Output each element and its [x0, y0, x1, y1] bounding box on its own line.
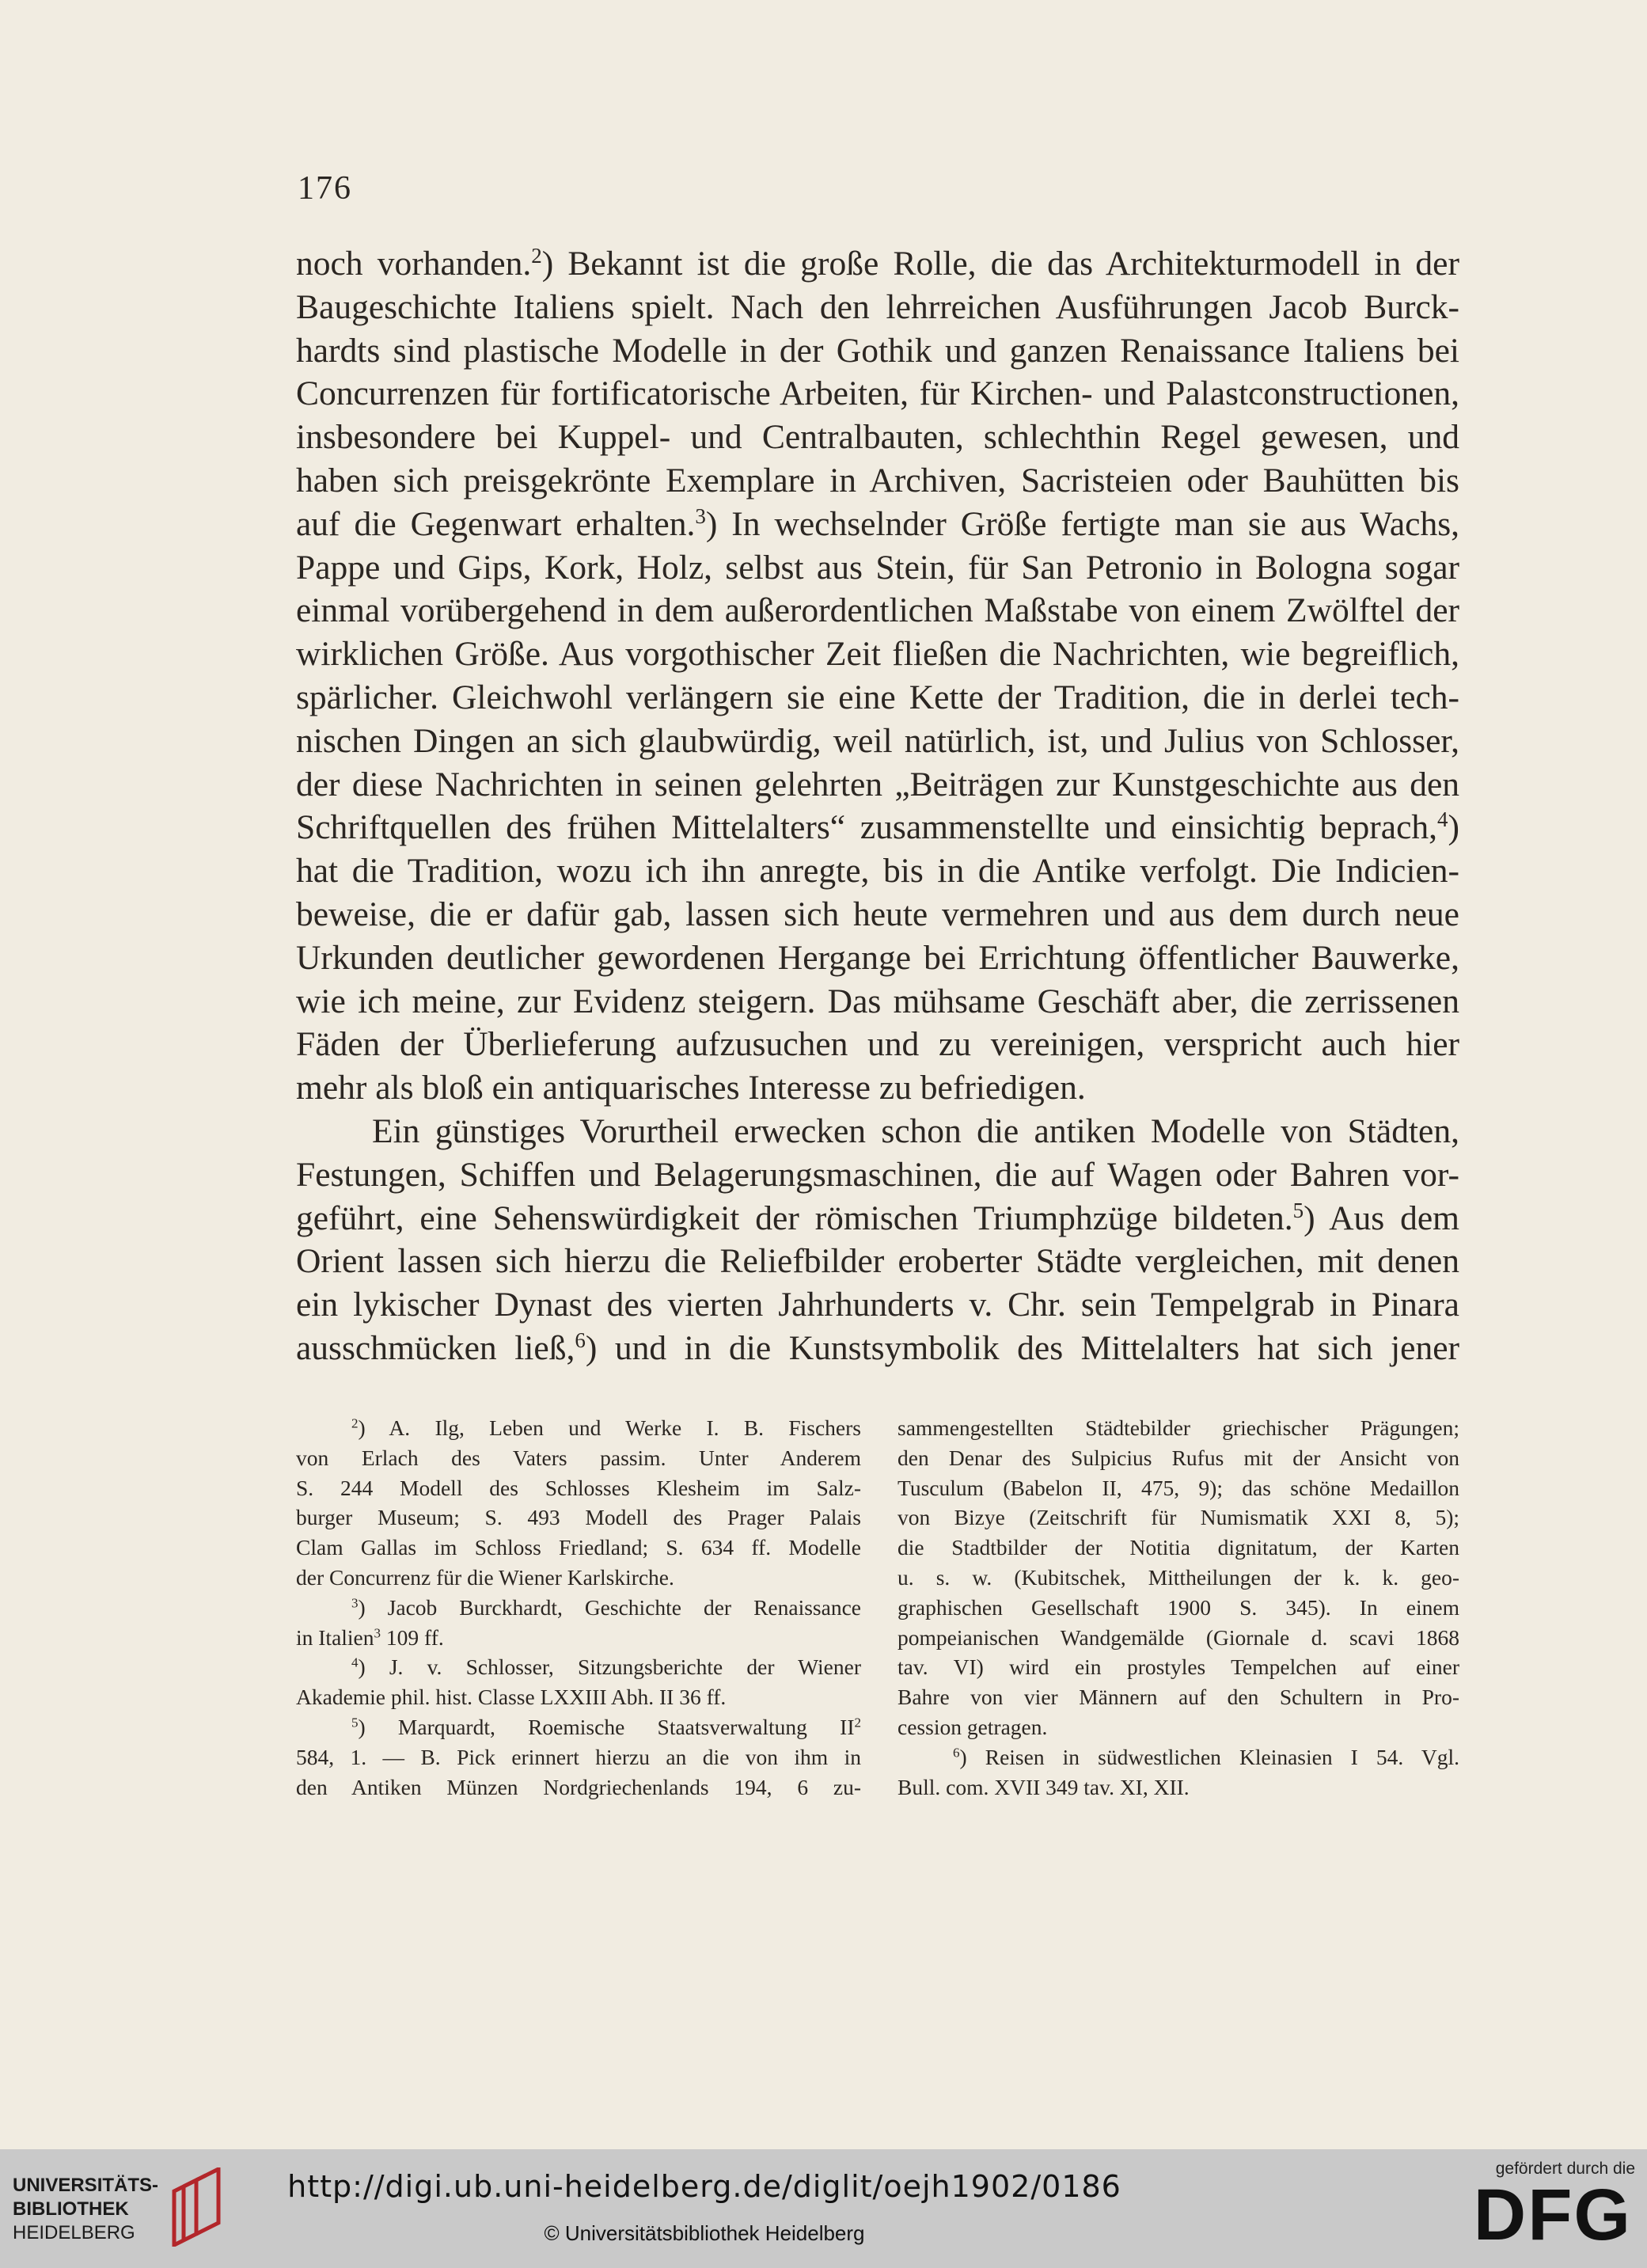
body-text-line: Pappe und Gips, Kork, Holz, selbst aus Stein, für San Petronio in Bologna sogar	[296, 548, 1459, 587]
body-text-line: ausschmücken ließ,$^6$) und in die Kunstsymbolik des Mittelalters hat sich jener	[296, 1328, 1459, 1367]
body-text-line: Schriftquellen des frühen Mittelalters“ zusammenstellte und einsichtig beprach,$^4$)	[296, 807, 1459, 847]
footnote-line: $^5$) Marquardt, Roemische Staatsverwaltung $II^2$	[351, 1714, 861, 1739]
viewer-footer-bar	[0, 2149, 1647, 2268]
footnote-line: cession getragen.	[898, 1714, 1048, 1739]
body-text-line: Ein günstiges Vorurtheil erwecken schon die antiken Modelle von Städten,	[372, 1111, 1459, 1150]
logo-line-3: HEIDELBERG	[13, 2222, 135, 2243]
body-text-line: insbesondere bei Kuppel- und Centralbauten, schlechthin Regel gewesen, und	[296, 418, 1459, 457]
dfg-caption: gefördert durch die	[1495, 2160, 1635, 2178]
footnote-line: von Bizye (Zeitschrift für Numismatik XXI 8, 5);	[898, 1505, 1459, 1530]
logo-line-1: UNIVERSITÄTS-	[13, 2175, 159, 2196]
dfg-logo[interactable]: DFG	[1473, 2175, 1632, 2255]
body-text-line: Fäden der Überlieferung aufzusuchen und zu vereinigen, verspricht auch hier	[296, 1025, 1459, 1064]
body-text-line: ein lykischer Dynast des vierten Jahrhunderts v. Chr. sein Tempelgrab in Pinara	[296, 1286, 1459, 1324]
body-text-line: auf die Gegenwart erhalten.$^3$) In wechselnder Größe fertigte man sie aus Wachs,	[296, 503, 1459, 543]
body-text-line: der diese Nachrichten in seinen gelehrten „Beiträgen zur Kunstgeschichte aus den	[296, 765, 1459, 803]
footnote-line: der Concurrenz für die Wiener Karlskirche.	[296, 1564, 674, 1590]
footnote-line: $^4$) J. v. Schlosser, Sitzungsberichte der Wiener	[351, 1654, 861, 1680]
footnote-line: Clam Gallas im Schloss Friedland; S. 634 ff. Modelle	[296, 1535, 861, 1560]
footnote-line: $^6$) Reisen in südwestlichen Kleinasien I 54. Vgl.	[953, 1744, 1459, 1769]
footnote-line: $^2$) A. Ilg, Leben und Werke I. B. Fischers	[351, 1415, 861, 1440]
body-text-line: beweise, die er dafür gab, lassen sich heute vermehren und aus dem durch neue	[296, 895, 1459, 933]
footnotes-left-column	[296, 1413, 861, 1802]
body-text	[296, 242, 1459, 1370]
university-library-logo[interactable]	[13, 2174, 158, 2245]
footnote-line: graphischen Gesellschaft 1900 S. 345). In einem	[898, 1594, 1459, 1620]
body-text-line: Festungen, Schiffen und Belagerungsmaschinen, die auf Wagen oder Bahren vor-	[296, 1155, 1459, 1194]
body-text-line: wirklichen Größe. Aus vorgothischer Zeit fließen die Nachrichten, wie begreiflich,	[296, 635, 1459, 674]
footnote-line: Bahre von vier Männern auf den Schultern in Pro-	[898, 1685, 1459, 1710]
body-text-line: hat die Tradition, wozu ich ihn anregte, bis in die Antike verfolgt. Die Indicien-	[296, 852, 1459, 891]
footnote-line: tav. VI) wird ein prostyles Tempelchen auf einer	[898, 1654, 1459, 1680]
body-text-line: einmal vorübergehend in dem außerordentlichen Maßstabe von einem Zwölftel der	[296, 591, 1459, 630]
footnote-line: pompeianischen Wandgemälde (Giornale d. scavi 1868	[898, 1624, 1459, 1650]
body-text-line: Concurrenzen für fortificatorische Arbeiten, für Kirchen- und Palastconstructionen,	[296, 374, 1459, 413]
body-text-line: Urkunden deutlicher gewordenen Hergange bei Errichtung öffentlicher Bauwerke,	[296, 938, 1459, 977]
footnote-line: den Denar des Sulpicius Rufus mit der Ansicht von	[898, 1445, 1459, 1470]
body-text-line: wie ich meine, zur Evidenz steigern. Das mühsame Geschäft aber, die zerrissenen	[296, 982, 1459, 1020]
footnote-line: in Italien$^3$ 109 ff.	[296, 1624, 444, 1650]
footnote-line: burger Museum; S. 493 Modell des Prager Palais	[296, 1505, 861, 1530]
body-text-line: haben sich preisgekrönte Exemplare in Archiven, Sacristeien oder Bauhütten bis	[296, 461, 1459, 500]
university-library-mark-icon	[163, 2167, 230, 2247]
footnote-line: den Antiken Münzen Nordgriechenlands 194, 6 zu-	[296, 1774, 861, 1799]
body-text-line: geführt, eine Sehenswürdigkeit der römischen Triumphzüge bildeten.$^5$) Aus dem	[296, 1198, 1459, 1237]
footnote-line: von Erlach des Vaters passim. Unter Anderem	[296, 1445, 861, 1470]
body-text-line: noch vorhanden.$^2$) Bekannt ist die große Rolle, die das Architekturmodell in der	[296, 244, 1459, 283]
footnote-line: u. s. w. (Kubitschek, Mittheilungen der k. k. geo-	[898, 1564, 1459, 1590]
footnote-line: Tusculum (Babelon II, 475, 9); das schöne Medaillon	[898, 1475, 1459, 1500]
copyright-notice: © Universitätsbibliothek Heidelberg	[544, 2221, 865, 2245]
footnote-line: Akademie phil. hist. Classe LXXIII Abh. II 36 ff.	[296, 1685, 727, 1710]
footnote-line: die Stadtbilder der Notitia dignitatum, der Karten	[898, 1535, 1459, 1560]
footnote-line: S. 244 Modell des Schlosses Klesheim im Salz-	[296, 1475, 861, 1500]
footnote-line: sammengestellten Städtebilder griechischer Prägungen;	[898, 1415, 1459, 1440]
footnote-line: 584, 1. — B. Pick erinnert hierzu an die von ihm in	[296, 1744, 861, 1769]
permalink-url[interactable]: http://digi.ub.uni-heidelberg.de/diglit/oejh1902/0186	[287, 2169, 1121, 2204]
body-text-line: Orient lassen sich hierzu die Reliefbilder eroberter Städte vergleichen, mit denen	[296, 1242, 1459, 1281]
body-text-line: nischen Dingen an sich glaubwürdig, weil natürlich, ist, und Julius von Schlosser,	[296, 721, 1459, 760]
page-number: 176	[298, 170, 352, 207]
footnotes-right-column	[898, 1413, 1459, 1802]
logo-line-2: BIBLIOTHEK	[13, 2198, 129, 2220]
body-text-line: Baugeschichte Italiens spielt. Nach den lehrreichen Ausführungen Jacob Burck-	[296, 287, 1459, 326]
body-text-line: hardts sind plastische Modelle in der Gothik und ganzen Renaissance Italiens bei	[296, 331, 1459, 370]
body-text-line: mehr als bloß ein antiquarisches Interesse zu befriedigen.	[296, 1069, 1086, 1107]
footnote-line: Bull. com. XVII 349 tav. XI, XII.	[898, 1774, 1190, 1799]
footnote-line: $^3$) Jacob Burckhardt, Geschichte der Renaissance	[351, 1594, 861, 1620]
body-text-line: spärlicher. Gleichwohl verlängern sie eine Kette der Tradition, die in derlei tech-	[296, 678, 1459, 716]
